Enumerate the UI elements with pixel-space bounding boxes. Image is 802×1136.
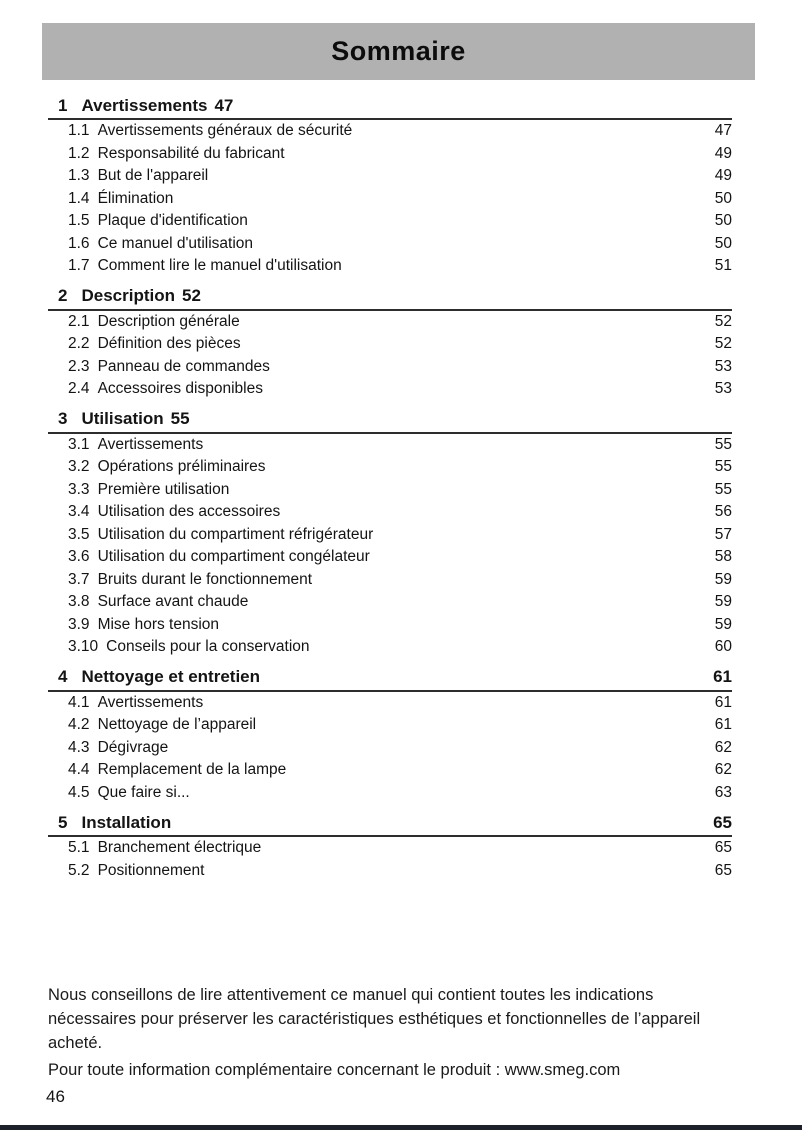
toc-section-number: 4 — [58, 667, 68, 686]
toc-item-title: Avertissements — [97, 435, 204, 453]
toc-section-page: 61 — [713, 667, 732, 686]
toc-item-page: 55 — [714, 435, 732, 453]
toc-item-title: Ce manuel d'utilisation — [97, 234, 254, 252]
toc-item-title: Plaque d'identification — [97, 212, 248, 230]
page-number: 46 — [46, 1087, 65, 1106]
toc-item-number: 1.6 — [68, 234, 90, 252]
toc-item — [48, 524, 732, 547]
page-title: Sommaire — [331, 36, 466, 66]
toc — [48, 93, 732, 888]
toc-item-number: 3.8 — [68, 593, 90, 611]
toc-item-number: 2.4 — [68, 380, 90, 398]
toc-item-number: 2.1 — [68, 312, 90, 330]
toc-item-title: Utilisation du compartiment congélateur — [97, 548, 370, 566]
toc-item-number: 1.5 — [68, 212, 90, 230]
toc-item-page: 50 — [714, 234, 732, 252]
toc-item-number: 3.3 — [68, 480, 90, 498]
toc-item-page: 49 — [714, 167, 732, 185]
toc-item-number: 1.3 — [68, 167, 90, 185]
toc-item-page: 53 — [714, 380, 732, 398]
toc-item-number: 4.3 — [68, 738, 90, 756]
toc-item-title: Utilisation des accessoires — [97, 503, 281, 521]
toc-item — [48, 333, 732, 356]
footer-paragraph-website: Pour toute information complémentaire concernant le produit : www.smeg.com — [48, 1061, 621, 1079]
toc-item-title: Surface avant chaude — [97, 593, 249, 611]
toc-item-page: 52 — [714, 335, 732, 353]
toc-section-title: Utilisation — [81, 409, 164, 428]
toc-section-page: 52 — [182, 286, 201, 305]
toc-item — [48, 837, 732, 860]
toc-item — [48, 692, 732, 715]
page-header-bar — [42, 23, 755, 80]
toc-item — [48, 546, 732, 569]
toc-section-number: 5 — [58, 812, 68, 832]
toc-item — [48, 233, 732, 256]
toc-item-number: 1.4 — [68, 189, 90, 207]
toc-item-title: Remplacement de la lampe — [97, 761, 287, 779]
toc-item-page: 62 — [714, 761, 732, 779]
toc-item-title: Opérations préliminaires — [97, 458, 266, 476]
toc-item-number: 3.2 — [68, 458, 90, 476]
toc-item-page: 60 — [714, 638, 732, 656]
toc-item-title: Description générale — [97, 312, 240, 330]
toc-item — [48, 636, 732, 659]
toc-item — [48, 569, 732, 592]
toc-item-page: 52 — [714, 312, 732, 330]
toc-item-page: 47 — [714, 122, 732, 140]
toc-item-page: 55 — [714, 458, 732, 476]
toc-item-number: 3.5 — [68, 525, 90, 543]
toc-item-page: 61 — [714, 693, 732, 711]
toc-item-number: 3.7 — [68, 570, 90, 588]
toc-item-page: 56 — [714, 503, 732, 521]
toc-item-title: Élimination — [97, 189, 174, 207]
toc-item-number: 4.5 — [68, 783, 90, 801]
toc-item-title: Positionnement — [97, 861, 205, 879]
toc-item-page: 53 — [714, 357, 732, 375]
toc-section — [48, 810, 732, 882]
toc-item-page: 65 — [714, 861, 732, 879]
toc-item — [48, 501, 732, 524]
toc-item-page: 59 — [714, 593, 732, 611]
toc-item-page: 50 — [714, 189, 732, 207]
toc-item — [48, 311, 732, 334]
toc-item-number: 1.7 — [68, 257, 90, 275]
toc-item — [48, 188, 732, 211]
toc-item-title: Utilisation du compartiment réfrigérateur — [97, 525, 374, 543]
toc-item-page: 59 — [714, 570, 732, 588]
toc-section — [48, 407, 732, 659]
toc-section-page: 47 — [214, 95, 234, 115]
toc-item — [48, 759, 732, 782]
toc-item — [48, 456, 732, 479]
toc-item — [48, 714, 732, 737]
toc-item — [48, 165, 732, 188]
toc-item-title: Branchement électrique — [97, 839, 262, 857]
toc-item-page: 51 — [714, 257, 732, 275]
toc-item — [48, 356, 732, 379]
toc-item-number: 5.1 — [68, 839, 90, 857]
toc-item-number: 3.6 — [68, 548, 90, 566]
toc-section-title: Installation — [81, 812, 172, 832]
toc-item-title: Définition des pièces — [97, 335, 241, 353]
toc-section-heading — [48, 407, 732, 432]
toc-item-number: 2.2 — [68, 335, 90, 353]
toc-item — [48, 782, 732, 805]
toc-item-title: Nettoyage de l’appareil — [97, 716, 257, 734]
toc-item-title: Mise hors tension — [97, 615, 220, 633]
toc-item-page: 63 — [714, 783, 732, 801]
toc-item — [48, 860, 732, 883]
toc-item-page: 62 — [714, 738, 732, 756]
toc-section-heading — [48, 93, 732, 118]
toc-item-title: Dégivrage — [97, 738, 169, 756]
toc-item-title: Conseils pour la conservation — [106, 638, 310, 656]
toc-item-number: 3.10 — [68, 638, 99, 656]
toc-section-number: 1 — [58, 95, 68, 115]
toc-item — [48, 591, 732, 614]
bottom-rule — [0, 1125, 802, 1130]
toc-item-title: Que faire si... — [97, 783, 190, 801]
toc-item-number: 3.4 — [68, 503, 90, 521]
toc-item — [48, 255, 732, 278]
toc-item-number: 3.1 — [68, 435, 90, 453]
toc-item-title: Bruits durant le fonctionnement — [97, 570, 313, 588]
toc-item-number: 5.2 — [68, 861, 90, 879]
toc-item-title: But de l'appareil — [97, 167, 209, 185]
footer-paragraph-advice: Nous conseillons de lire attentivement ce manuel qui contient toutes les indications nécessaires pour préserver les caractéristiques esthétiques et fonctionnelles de l’appareil acheté. — [48, 986, 701, 1052]
toc-item — [48, 737, 732, 760]
toc-section-number: 3 — [58, 409, 68, 428]
toc-section — [48, 665, 732, 805]
toc-section-heading — [48, 810, 732, 835]
toc-item-title: Accessoires disponibles — [97, 380, 263, 398]
toc-item-page: 65 — [714, 839, 732, 857]
toc-item-page: 61 — [714, 716, 732, 734]
toc-section-heading — [48, 665, 732, 690]
toc-item-title: Comment lire le manuel d'utilisation — [97, 257, 342, 275]
toc-item-page: 49 — [714, 144, 732, 162]
toc-section-page: 65 — [713, 812, 732, 832]
toc-item-title: Avertissements — [97, 693, 204, 711]
toc-item — [48, 210, 732, 233]
toc-item-title: Première utilisation — [97, 480, 230, 498]
toc-item-page: 50 — [714, 212, 732, 230]
toc-section-heading — [48, 284, 732, 309]
toc-item-number: 4.2 — [68, 716, 90, 734]
toc-section-title: Nettoyage et entretien — [81, 667, 261, 686]
toc-section — [48, 93, 732, 278]
footer-note — [48, 983, 716, 1082]
toc-item — [48, 143, 732, 166]
toc-item-number: 4.4 — [68, 761, 90, 779]
toc-item-page: 58 — [714, 548, 732, 566]
toc-item-number: 3.9 — [68, 615, 90, 633]
toc-item-page: 55 — [714, 480, 732, 498]
toc-section-title: Description — [81, 286, 175, 305]
toc-item-number: 1.1 — [68, 122, 90, 140]
toc-item-title: Responsabilité du fabricant — [97, 144, 285, 162]
toc-section-page: 55 — [170, 409, 190, 428]
toc-item — [48, 479, 732, 502]
toc-item — [48, 120, 732, 143]
toc-item — [48, 434, 732, 457]
toc-item-number: 1.2 — [68, 144, 90, 162]
toc-item-title: Avertissements généraux de sécurité — [97, 122, 353, 140]
toc-section — [48, 284, 732, 401]
toc-item-page: 59 — [714, 615, 732, 633]
toc-item — [48, 614, 732, 637]
toc-item-page: 57 — [714, 525, 732, 543]
toc-item-title: Panneau de commandes — [97, 357, 270, 375]
toc-section-number: 2 — [58, 286, 68, 305]
toc-section-title: Avertissements — [81, 95, 208, 115]
toc-item-number: 2.3 — [68, 357, 90, 375]
toc-item — [48, 378, 732, 401]
toc-item-number: 4.1 — [68, 693, 90, 711]
